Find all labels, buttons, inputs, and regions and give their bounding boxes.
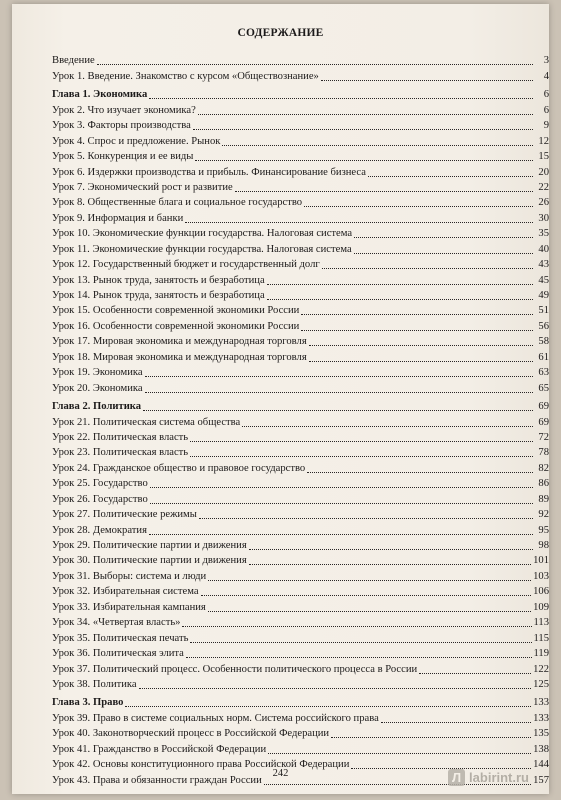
toc-entry-row [52, 614, 549, 629]
dot-leader [193, 128, 533, 130]
dot-leader [125, 705, 531, 707]
toc-page-number: 72 [538, 431, 549, 443]
watermark-text: labirint.ru [469, 770, 529, 785]
toc-entry-label: Урок 36. Политическая элита [52, 648, 184, 660]
watermark [448, 769, 529, 786]
dot-leader [199, 517, 533, 519]
toc-entry-label: Урок 35. Политическая печать [52, 632, 189, 644]
dot-leader [354, 236, 533, 238]
dot-leader [235, 190, 533, 192]
dot-leader [186, 656, 532, 658]
book-page [12, 4, 549, 794]
toc-entry-label: Урок 28. Демократия [52, 524, 147, 536]
toc-entry-row [52, 709, 549, 724]
toc-entry-row [52, 740, 549, 755]
toc-entry-row [52, 583, 549, 598]
toc-page-number: 133 [533, 712, 549, 724]
dot-leader [242, 425, 533, 427]
toc-entry-row [52, 256, 549, 271]
toc-entry-row [52, 302, 549, 317]
toc-entry-label: Урок 8. Общественные блага и социальное государство [52, 197, 303, 209]
toc-entry-label: Урок 17. Мировая экономика и международная торговля [52, 336, 307, 348]
toc-entry-row [52, 645, 549, 660]
toc-entry-row [52, 364, 549, 379]
toc-entry-label: Урок 24. Гражданское общество и правовое государство [52, 462, 306, 474]
toc-entry-row [52, 179, 549, 194]
toc-entry-label: Введение [52, 55, 95, 67]
toc-entry-row [52, 413, 549, 428]
watermark-logo-icon: Л [448, 769, 465, 786]
dot-leader [195, 159, 533, 161]
toc-entry-row [52, 429, 549, 444]
toc-entry-row [52, 459, 549, 474]
dot-leader [143, 409, 533, 411]
toc-entry-row [52, 490, 549, 505]
toc-page-number: 103 [533, 570, 549, 582]
toc-page-number: 20 [538, 166, 549, 178]
toc-page-number: 69 [538, 416, 549, 428]
toc-entry-row [52, 552, 549, 567]
toc-entry-row [52, 225, 549, 240]
toc-page-number: 135 [533, 728, 549, 740]
toc-entry-label: Урок 23. Политическая власть [52, 447, 189, 459]
toc-entry-row [52, 101, 549, 116]
dot-leader [307, 471, 533, 473]
toc-entry-label: Урок 13. Рынок труда, занятость и безработица [52, 274, 265, 286]
toc-page-number: 9 [543, 120, 549, 132]
toc-page-number: 92 [538, 509, 549, 521]
dot-leader [139, 687, 532, 689]
page-number: 242 [272, 768, 289, 779]
toc-entry-label: Урок 19. Экономика [52, 367, 143, 379]
toc-page-number: 119 [533, 648, 549, 660]
toc-entry-label: Урок 2. Что изучает экономика? [52, 104, 196, 116]
toc-entry-label: Урок 1. Введение. Знакомство с курсом «Обществознание» [52, 70, 319, 82]
toc-entry-label: Глава 1. Экономика [52, 89, 148, 101]
dot-leader [321, 79, 533, 81]
toc-entry-row [52, 598, 549, 613]
toc-entry-label: Урок 10. Экономические функции государства. Налоговая система [52, 228, 353, 240]
dot-leader [309, 360, 533, 362]
dot-leader [150, 502, 533, 504]
toc-entry-label: Глава 2. Политика [52, 401, 142, 413]
dot-leader [301, 329, 533, 331]
toc-entry-row [52, 163, 549, 178]
toc-entry-label: Глава 3. Право [52, 697, 124, 709]
dot-leader [201, 594, 532, 596]
toc-page-number: 58 [538, 336, 549, 348]
toc-entry-row [52, 148, 549, 163]
toc-entry-label: Урок 7. Экономический рост и развитие [52, 181, 233, 193]
toc-entry-label: Урок 42. Основы конституционного права Российской Федерации [52, 759, 350, 771]
toc-entry-label: Урок 3. Факторы производства [52, 120, 191, 132]
dot-leader [309, 344, 533, 346]
dot-leader [190, 455, 533, 457]
dot-leader [354, 252, 533, 254]
toc-entry-label: Урок 11. Экономические функции государства. Налоговая система [52, 243, 352, 255]
toc-page-number: 49 [538, 290, 549, 301]
toc-page-number: 106 [533, 586, 549, 598]
toc-page-number: 115 [533, 632, 549, 644]
toc-entry-row [52, 194, 549, 209]
dot-leader [267, 283, 533, 285]
toc-entry-label: Урок 30. Политические партии и движения [52, 555, 247, 567]
toc-entry-row [52, 444, 549, 459]
toc-page-number: 98 [538, 540, 549, 551]
toc-entry-row [52, 537, 549, 552]
toc-entry-row [52, 629, 549, 644]
toc-entry-label: Урок 4. Спрос и предложение. Рынок [52, 135, 221, 147]
page-title: СОДЕРЖАНИЕ [237, 27, 324, 39]
toc-page-number: 15 [538, 151, 549, 163]
toc-page-number: 125 [533, 678, 549, 690]
dot-leader [301, 313, 533, 315]
dot-leader [145, 391, 533, 393]
dot-leader [368, 175, 533, 177]
toc-entry-row [52, 287, 549, 302]
toc-entry-label: Урок 6. Издержки производства и прибыль. Финансирование бизнеса [52, 166, 366, 178]
toc-page-number: 35 [538, 228, 549, 240]
toc-entry-label: Урок 16. Особенности современной экономики России [52, 320, 300, 332]
toc-page-number: 109 [533, 601, 549, 613]
toc-page-number: 65 [538, 382, 549, 394]
toc-entry-label: Урок 27. Политические режимы [52, 509, 197, 521]
toc-page-number: 6 [543, 89, 549, 101]
dot-leader [97, 63, 533, 65]
toc-entry-row [52, 348, 549, 363]
toc-entry-row [52, 506, 549, 521]
dot-leader [190, 440, 533, 442]
dot-leader [208, 579, 531, 581]
toc-page-number: 4 [543, 70, 549, 82]
toc-page-number: 95 [538, 524, 549, 536]
toc-page-number: 157 [533, 774, 549, 786]
dot-leader [331, 736, 531, 738]
dot-leader [150, 486, 533, 488]
dot-leader [198, 113, 533, 115]
dot-leader [268, 752, 531, 754]
toc-page-number: 22 [538, 181, 549, 193]
toc-entry-row [52, 52, 549, 67]
toc-page-number: 43 [538, 259, 549, 271]
toc-entry-label: Урок 33. Избирательная кампания [52, 601, 206, 613]
toc-page-number: 12 [538, 135, 549, 147]
dot-leader [208, 610, 531, 612]
toc-entry-row [52, 475, 549, 490]
toc-entry-row [52, 379, 549, 394]
dot-leader [322, 267, 533, 269]
toc-entry-row [52, 676, 549, 691]
dot-leader [149, 533, 533, 535]
dot-leader [381, 721, 531, 723]
toc-page-number: 61 [538, 351, 549, 363]
toc-entry-row [52, 725, 549, 740]
toc-page-number: 138 [533, 743, 549, 755]
toc-entry-label: Урок 22. Политическая власть [52, 431, 189, 443]
toc-page-number: 56 [538, 320, 549, 332]
toc-entry-label: Урок 39. Право в системе социальных норм. Система российского права [52, 712, 379, 724]
toc-entry-label: Урок 18. Мировая экономика и международная торговля [52, 351, 307, 363]
toc-page-number: 144 [533, 759, 549, 771]
table-of-contents [52, 52, 549, 787]
toc-chapter-row [52, 86, 549, 101]
toc-page-number: 45 [538, 274, 549, 286]
toc-entry-label: Урок 41. Гражданство в Российской Федерации [52, 743, 267, 755]
toc-entry-label: Урок 9. Информация и банки [52, 212, 184, 224]
toc-page-number: 86 [538, 478, 549, 490]
toc-page-number: 30 [538, 212, 549, 224]
toc-page-number: 51 [538, 305, 549, 317]
toc-page-number: 82 [538, 462, 549, 474]
dot-leader [190, 641, 531, 643]
toc-entry-row [52, 333, 549, 348]
toc-page-number: 3 [543, 55, 549, 67]
toc-entry-label: Урок 37. Политический процесс. Особенности политического процесса в России [52, 663, 418, 675]
dot-leader [249, 563, 531, 565]
toc-entry-label: Урок 38. Политика [52, 678, 137, 690]
toc-entry-row [52, 317, 549, 332]
toc-entry-row [52, 521, 549, 536]
toc-page-number: 6 [543, 104, 549, 116]
toc-entry-label: Урок 12. Государственный бюджет и государственный долг [52, 259, 320, 271]
toc-page-number: 26 [538, 197, 549, 209]
toc-entry-row [52, 67, 549, 82]
dot-leader [182, 625, 531, 627]
dot-leader [149, 97, 533, 99]
toc-page-number: 78 [538, 447, 549, 459]
toc-entry-label: Урок 32. Избирательная система [52, 586, 199, 598]
toc-chapter-row [52, 694, 549, 709]
dot-leader [185, 221, 533, 223]
toc-page-number: 113 [533, 617, 549, 629]
toc-page-number: 133 [533, 697, 549, 709]
toc-entry-label: Урок 40. Законотворческий процесс в Российской Федерации [52, 728, 330, 740]
toc-chapter-row [52, 398, 549, 413]
toc-entry-label: Урок 14. Рынок труда, занятость и безработица [52, 290, 265, 301]
toc-entry-label: Урок 5. Конкуренция и ее виды [52, 151, 194, 163]
dot-leader [419, 672, 531, 674]
toc-entry-label: Урок 31. Выборы: система и люди [52, 570, 207, 582]
toc-entry-label: Урок 29. Политические партии и движения [52, 540, 247, 551]
toc-entry-label: Урок 21. Политическая система общества [52, 416, 241, 428]
toc-entry-row [52, 271, 549, 286]
toc-page-number: 122 [533, 663, 549, 675]
toc-entry-row [52, 567, 549, 582]
toc-entry-label: Урок 15. Особенности современной экономики России [52, 305, 300, 317]
toc-entry-label: Урок 20. Экономика [52, 382, 143, 394]
toc-entry-row [52, 240, 549, 255]
dot-leader [267, 298, 533, 300]
dot-leader [304, 205, 533, 207]
toc-entry-label: Урок 25. Государство [52, 478, 148, 490]
toc-entry-label: Урок 34. «Четвертая власть» [52, 617, 181, 629]
toc-entry-row [52, 132, 549, 147]
toc-entry-row [52, 117, 549, 132]
dot-leader [145, 375, 533, 377]
dot-leader [249, 548, 533, 550]
toc-page-number: 101 [533, 555, 549, 567]
toc-page-number: 63 [538, 367, 549, 379]
toc-page-number: 69 [538, 401, 549, 413]
toc-entry-row [52, 660, 549, 675]
toc-entry-row [52, 209, 549, 224]
toc-page-number: 40 [538, 243, 549, 255]
toc-entry-label: Урок 26. Государство [52, 493, 148, 505]
toc-page-number: 89 [538, 493, 549, 505]
toc-entry-label: Урок 43. Права и обязанности граждан России [52, 774, 262, 786]
dot-leader [222, 144, 533, 146]
